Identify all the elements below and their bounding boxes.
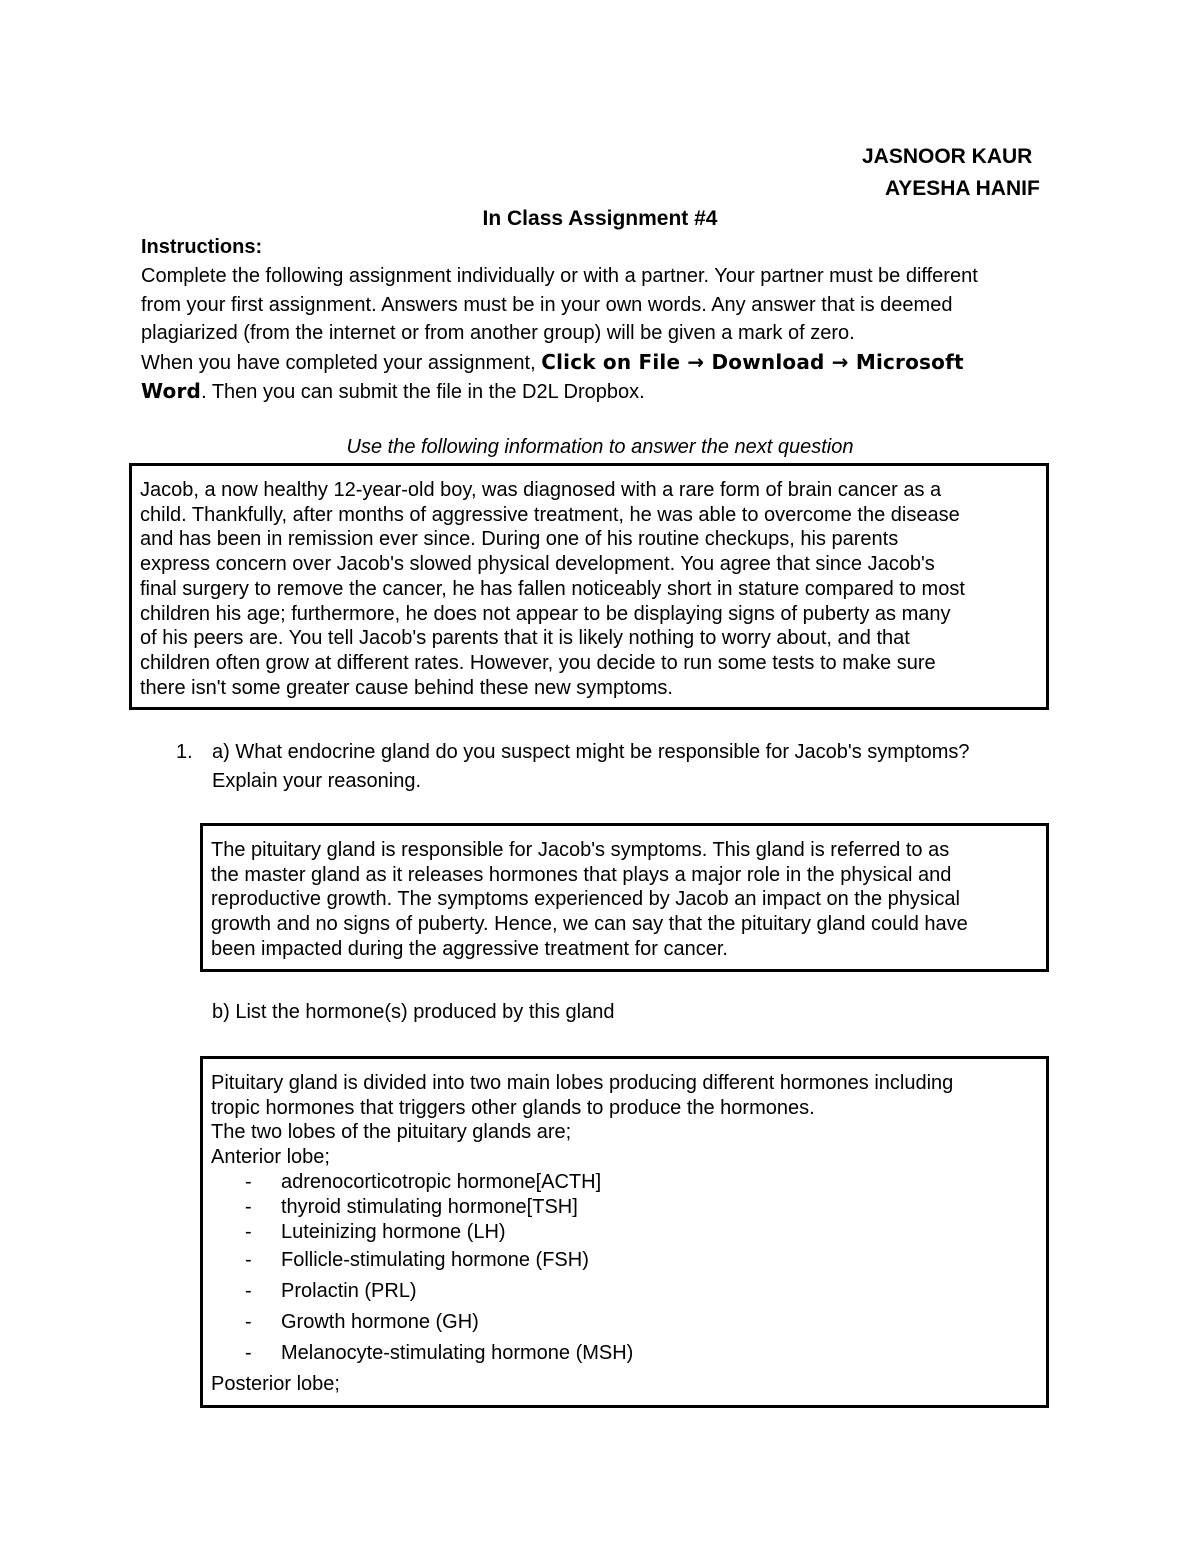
list-item (211, 1170, 1041, 1195)
hormone-name: thyroid stimulating hormone[TSH] (281, 1195, 578, 1218)
instructions-label: Instructions: (141, 236, 263, 258)
answer-1a-line: The pituitary gland is responsible for Jacob's symptoms. This gland is referred to as (211, 839, 950, 861)
page-title: In Class Assignment #4 (482, 207, 718, 230)
hormone-name: Prolactin (PRL) (281, 1279, 417, 1302)
question-1a-line: a) What endocrine gland do you suspect might be responsible for Jacob's symptoms? (212, 741, 970, 763)
scenario-line: children his age; furthermore, he does not appear to be displaying signs of puberty as many (140, 602, 951, 625)
instructions-line: from your first assignment. Answers must be in your own words. Any answer that is deemed (141, 293, 953, 316)
question-1a (212, 738, 1072, 795)
answer-1a-box (200, 823, 1049, 972)
list-item (211, 1338, 1041, 1369)
scenario-line: there isn't some greater cause behind these new symptoms. (140, 676, 673, 699)
scenario-line: and has been in remission ever since. During one of his routine checkups, his parents (140, 528, 899, 551)
info-heading: Use the following information to answer the next question (346, 436, 854, 458)
list-item (211, 1307, 1041, 1338)
answer-1b-box (200, 1056, 1049, 1408)
list-dash: - (245, 1279, 252, 1302)
submission-prefix: When you have completed your assignment, (141, 351, 542, 374)
scenario-line: express concern over Jacob's slowed physical development. You agree that since Jacob's (140, 553, 935, 576)
posterior-lobe-label: Posterior lobe; (211, 1372, 340, 1395)
anterior-lobe-label: Anterior lobe; (211, 1146, 330, 1169)
answer-1a-line: reproductive growth. The symptoms experienced by Jacob an impact on the physical (211, 888, 960, 911)
list-dash: - (245, 1341, 252, 1364)
scenario-line: child. Thankfully, after months of aggressive treatment, he was able to overcome the disease (140, 503, 960, 526)
hormone-name: Growth hormone (GH) (281, 1310, 479, 1333)
hormone-name: Follicle-stimulating hormone (FSH) (281, 1248, 589, 1271)
click-path-word: Word (141, 379, 202, 403)
list-item (211, 1245, 1041, 1276)
scenario-box (129, 463, 1049, 710)
answer-1b-text (211, 1071, 1041, 1400)
answer-1b-line: The two lobes of the pituitary glands are; (211, 1121, 572, 1144)
author-name-1: JASNOOR KAUR (862, 145, 1033, 168)
answer-1a-line: growth and no signs of puberty. Hence, we can say that the pituitary gland could have (211, 913, 968, 936)
list-dash: - (245, 1248, 252, 1271)
list-item (211, 1276, 1041, 1307)
submission-suffix: . Then you can submit the file in the D2L Dropbox. (201, 381, 645, 403)
scenario-line: Jacob, a now healthy 12-year-old boy, was diagnosed with a rare form of brain cancer as a (140, 479, 942, 501)
answer-1b-line: Pituitary gland is divided into two main lobes producing different hormones including (211, 1072, 954, 1094)
instructions-line: Complete the following assignment individually or with a partner. Your partner must be different (141, 265, 978, 287)
scenario-line: of his peers are. You tell Jacob's parents that it is likely nothing to worry about, and that (140, 627, 910, 650)
answer-1a-line: been impacted during the aggressive treatment for cancer. (211, 937, 728, 960)
scenario-line: children often grow at different rates. However, you decide to run some tests to make sure (140, 651, 936, 674)
submission-instructions (141, 348, 1051, 378)
scenario-text (140, 478, 1040, 700)
submission-line-2 (141, 377, 1051, 407)
list-dash: - (245, 1310, 252, 1333)
list-item (211, 1195, 1041, 1220)
question-number: 1. (176, 741, 193, 763)
list-dash: - (245, 1170, 252, 1193)
hormone-name: Luteinizing hormone (LH) (281, 1220, 506, 1243)
anterior-hormone-list (211, 1170, 1041, 1369)
author-name-2: AYESHA HANIF (885, 177, 1040, 200)
click-path: Click on File → Download → Microsoft (541, 349, 964, 374)
instructions-text (141, 262, 1051, 407)
instructions-line: plagiarized (from the internet or from another group) will be given a mark of zero. (141, 322, 855, 344)
question-1b: b) List the hormone(s) produced by this gland (212, 1001, 615, 1023)
list-item (211, 1220, 1041, 1245)
scenario-line: final surgery to remove the cancer, he has fallen noticeably short in stature compared to most (140, 577, 965, 600)
answer-1b-line: tropic hormones that triggers other glands to produce the hormones. (211, 1096, 815, 1119)
list-dash: - (245, 1195, 252, 1218)
answer-1a-text (211, 838, 1041, 962)
question-1a-line: Explain your reasoning. (212, 769, 422, 792)
list-dash: - (245, 1220, 252, 1243)
answer-1a-line: the master gland as it releases hormones that plays a major role in the physical and (211, 863, 952, 886)
hormone-name: adrenocorticotropic hormone[ACTH] (281, 1170, 602, 1193)
hormone-name: Melanocyte-stimulating hormone (MSH) (281, 1341, 634, 1364)
